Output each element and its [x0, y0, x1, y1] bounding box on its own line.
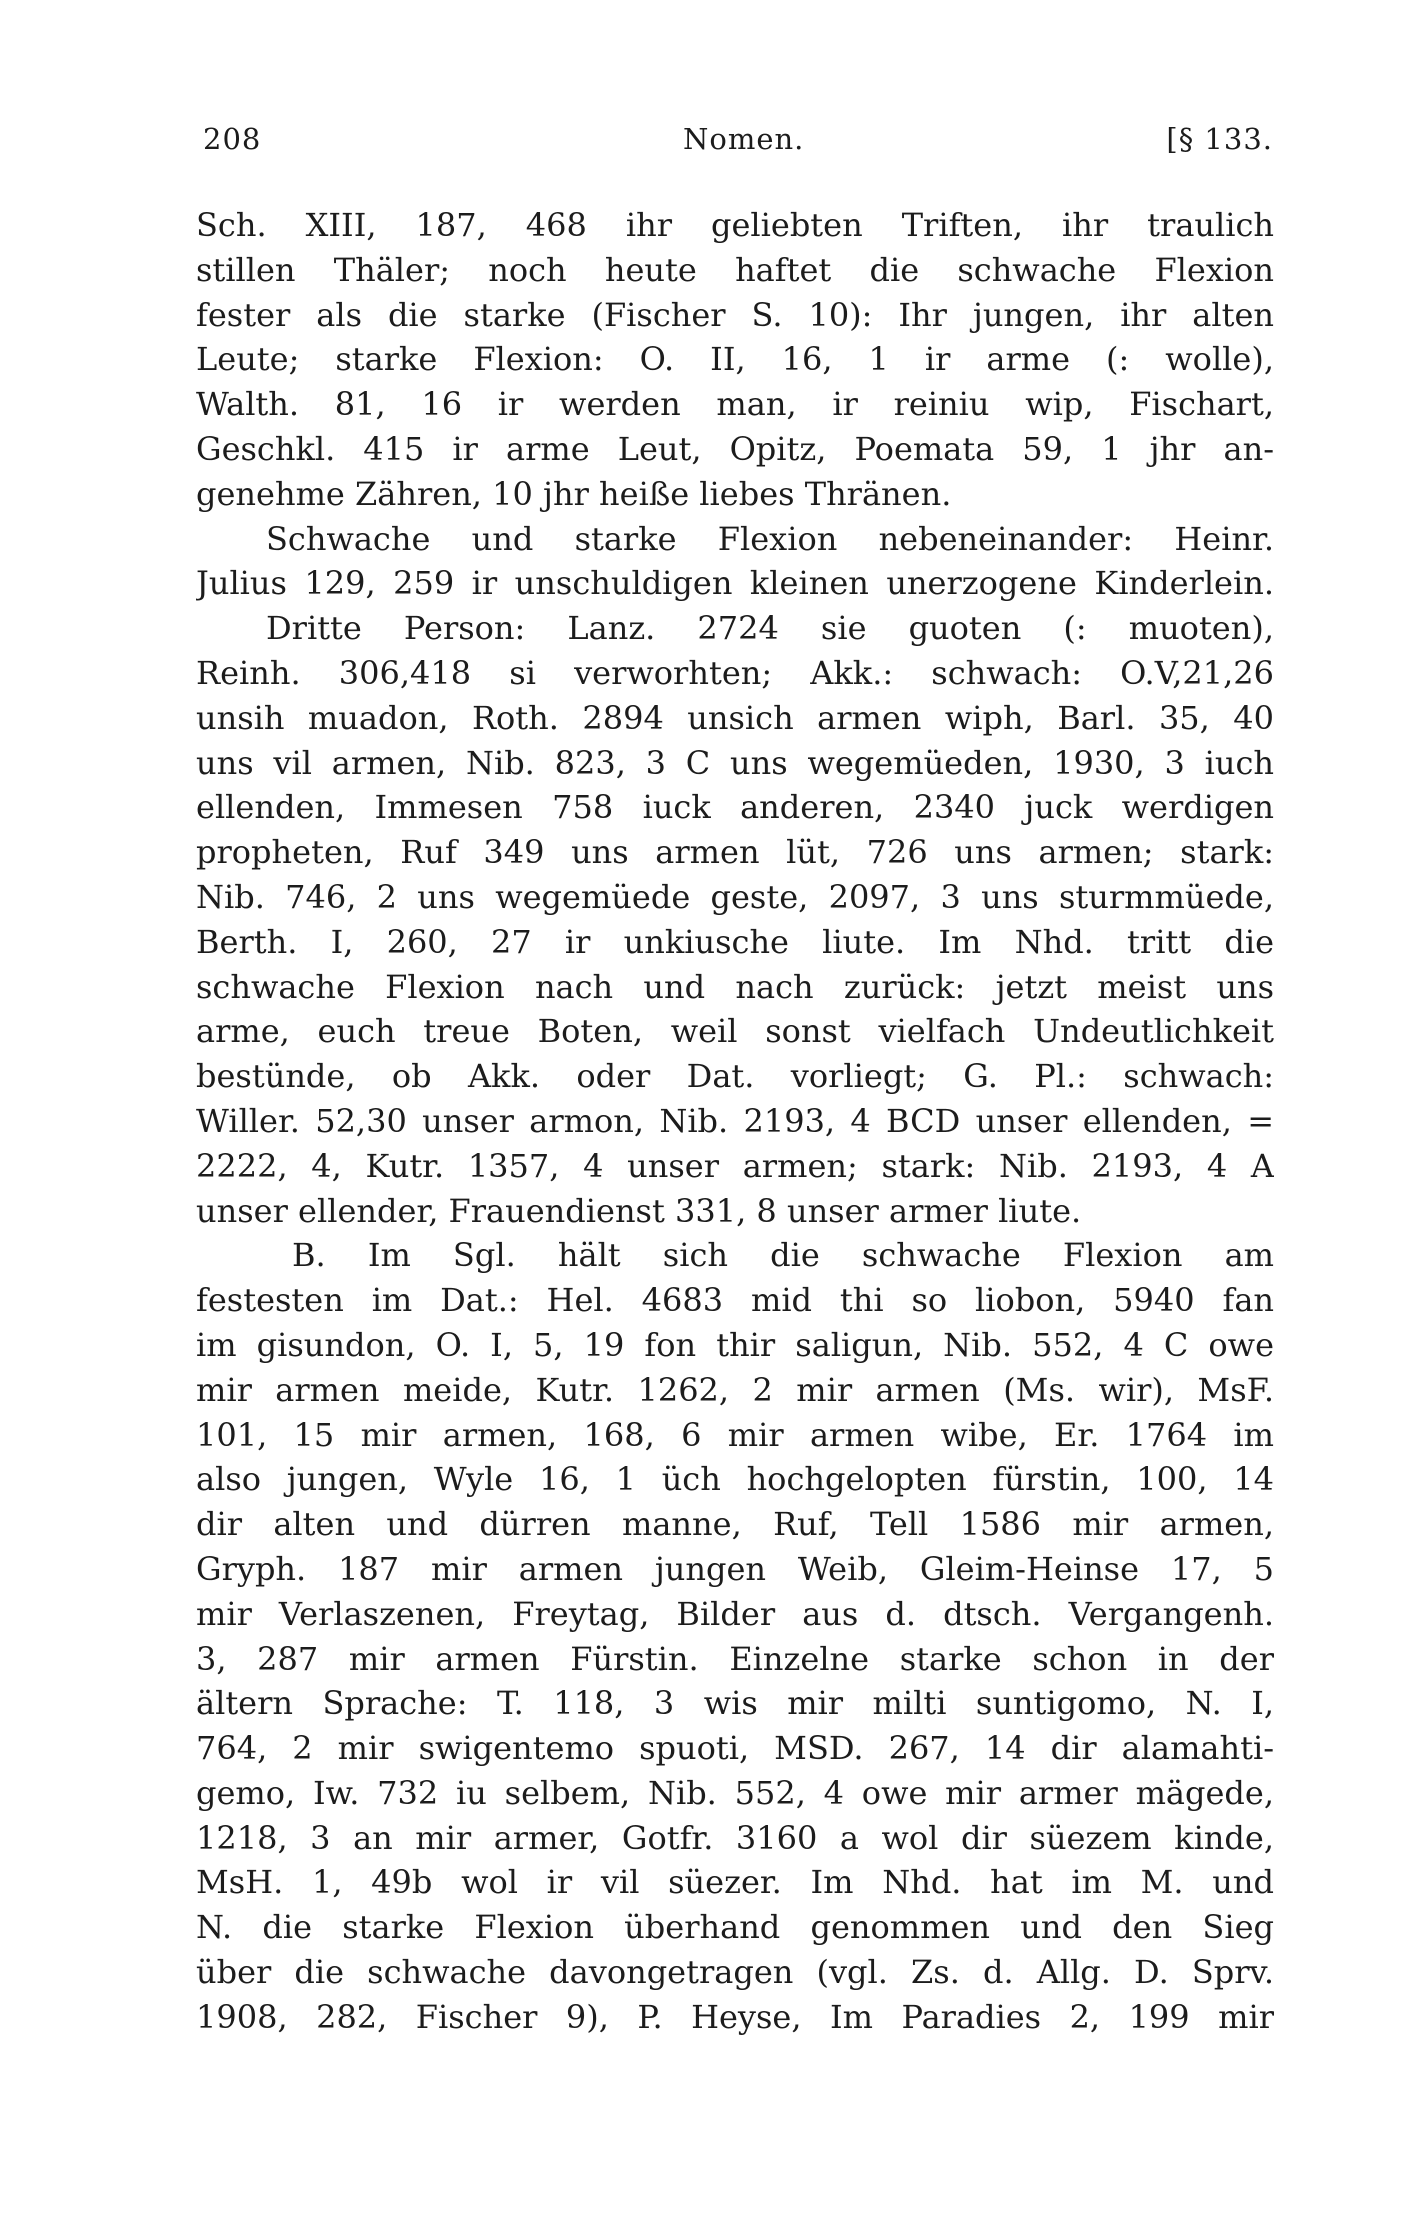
- text-line: Walth. 81, 16 ir werden man, ir reiniu wip, Fischart,: [196, 385, 1274, 424]
- text-line: uns vil armen, Nib. 823, 3 C uns wegemüeden, 1930, 3 iuch: [196, 743, 1274, 782]
- body-text: [196, 203, 1274, 2040]
- text-line: also jungen, Wyle 16, 1 üch hochgelopten fürstin, 100, 14: [196, 1460, 1274, 1499]
- text-line: MsH. 1, 49b wol ir vil süezer. Im Nhd. hat im M. und: [196, 1863, 1274, 1902]
- text-line: ellenden, Immesen 758 iuck anderen, 2340 juck werdigen: [196, 788, 1274, 827]
- text-line: dir alten und dürren manne, Ruf, Tell 1586 mir armen,: [196, 1505, 1274, 1544]
- text-line: unsih muadon, Roth. 2894 unsich armen wiph, Barl. 35, 40: [196, 698, 1274, 737]
- text-line: Dritte Person: Lanz. 2724 sie guoten (: muoten),: [266, 609, 1274, 648]
- text-line: ältern Sprache: T. 118, 3 wis mir milti suntigomo, N. I,: [196, 1684, 1274, 1723]
- text-line: Schwache und starke Flexion nebeneinander: Heinr.: [266, 519, 1274, 558]
- text-line: Sch. XIII, 187, 468 ihr geliebten Triften, ihr traulich: [196, 206, 1274, 244]
- text-line: unser ellender, Frauendienst 331, 8 unser armer liute.: [196, 1191, 1082, 1230]
- text-line: Geschkl. 415 ir arme Leut, Opitz, Poemata 59, 1 jhr an-: [196, 429, 1274, 468]
- text-line: gemo, Iw. 732 iu selbem, Nib. 552, 4 owe mir armer mägede,: [196, 1773, 1274, 1812]
- text-line: propheten, Ruf 349 uns armen lüt, 726 uns armen; stark:: [196, 833, 1274, 872]
- section-marker: [§ 133.: [1166, 122, 1273, 156]
- text-line: 3, 287 mir armen Fürstin. Einzelne starke schon in der: [196, 1639, 1274, 1678]
- text-line: mir armen meide, Kutr. 1262, 2 mir armen (Ms. wir), MsF.: [196, 1370, 1274, 1409]
- text-line: Gryph. 187 mir armen jungen Weib, Gleim-Heinse 17, 5: [196, 1549, 1274, 1588]
- text-line: 1908, 282, Fischer 9), P. Heyse, Im Paradies 2, 199 mir: [196, 1997, 1274, 2036]
- text-line: 1218, 3 an mir armer, Gotfr. 3160 a wol dir süezem kinde,: [196, 1818, 1274, 1857]
- text-line: festesten im Dat.: Hel. 4683 mid thi so liobon, 5940 fan: [196, 1281, 1274, 1320]
- text-line: Nib. 746, 2 uns wegemüede geste, 2097, 3 uns sturmmüede,: [196, 877, 1274, 916]
- text-line: N. die starke Flexion überhand genommen und den Sieg: [196, 1908, 1274, 1947]
- text-line: bestünde, ob Akk. oder Dat. vorliegt; G. Pl.: schwach:: [196, 1057, 1274, 1096]
- text-line: schwache Flexion nach und nach zurück: jetzt meist uns: [196, 967, 1274, 1006]
- text-line: mir Verlaszenen, Freytag, Bilder aus d. dtsch. Vergangenh.: [196, 1594, 1274, 1633]
- text-line: 101, 15 mir armen, 168, 6 mir armen wibe, Er. 1764 im: [196, 1415, 1274, 1454]
- text-line: Berth. I, 260, 27 ir unkiusche liute. Im Nhd. tritt die: [196, 922, 1274, 961]
- text-line: Reinh. 306,418 si verworhten; Akk.: schwach: O.V,21,26: [196, 653, 1274, 692]
- text-line: genehme Zähren, 10 jhr heiße liebes Thränen.: [196, 474, 952, 513]
- text-line: über die schwache davongetragen (vgl. Zs. d. Allg. D. Sprv.: [196, 1953, 1274, 1992]
- running-title: Nomen.: [683, 122, 805, 156]
- text-line: fester als die starke (Fischer S. 10): Ihr jungen, ihr alten: [196, 295, 1274, 334]
- text-line: 764, 2 mir swigentemo spuoti, MSD. 267, 14 dir alamahti-: [196, 1729, 1274, 1768]
- page-header: [203, 122, 1273, 162]
- text-line: stillen Thäler; noch heute haftet die schwache Flexion: [196, 250, 1274, 289]
- text-line: im gisundon, O. I, 5, 19 fon thir saligun, Nib. 552, 4 C owe: [196, 1325, 1274, 1364]
- text-line: arme, euch treue Boten, weil sonst vielfach Undeutlichkeit: [196, 1012, 1274, 1051]
- text-line: Leute; starke Flexion: O. II, 16, 1 ir arme (: wolle),: [196, 340, 1274, 379]
- text-line: B. Im Sgl. hält sich die schwache Flexion am: [292, 1236, 1274, 1275]
- text-line: Julius 129, 259 ir unschuldigen kleinen unerzogene Kinderlein.: [196, 564, 1274, 603]
- page-number: 208: [203, 122, 262, 156]
- text-line: 2222, 4, Kutr. 1357, 4 unser armen; stark: Nib. 2193, 4 A: [196, 1146, 1274, 1185]
- text-line: Willer. 52,30 unser armon, Nib. 2193, 4 BCD unser ellenden, =: [196, 1101, 1274, 1140]
